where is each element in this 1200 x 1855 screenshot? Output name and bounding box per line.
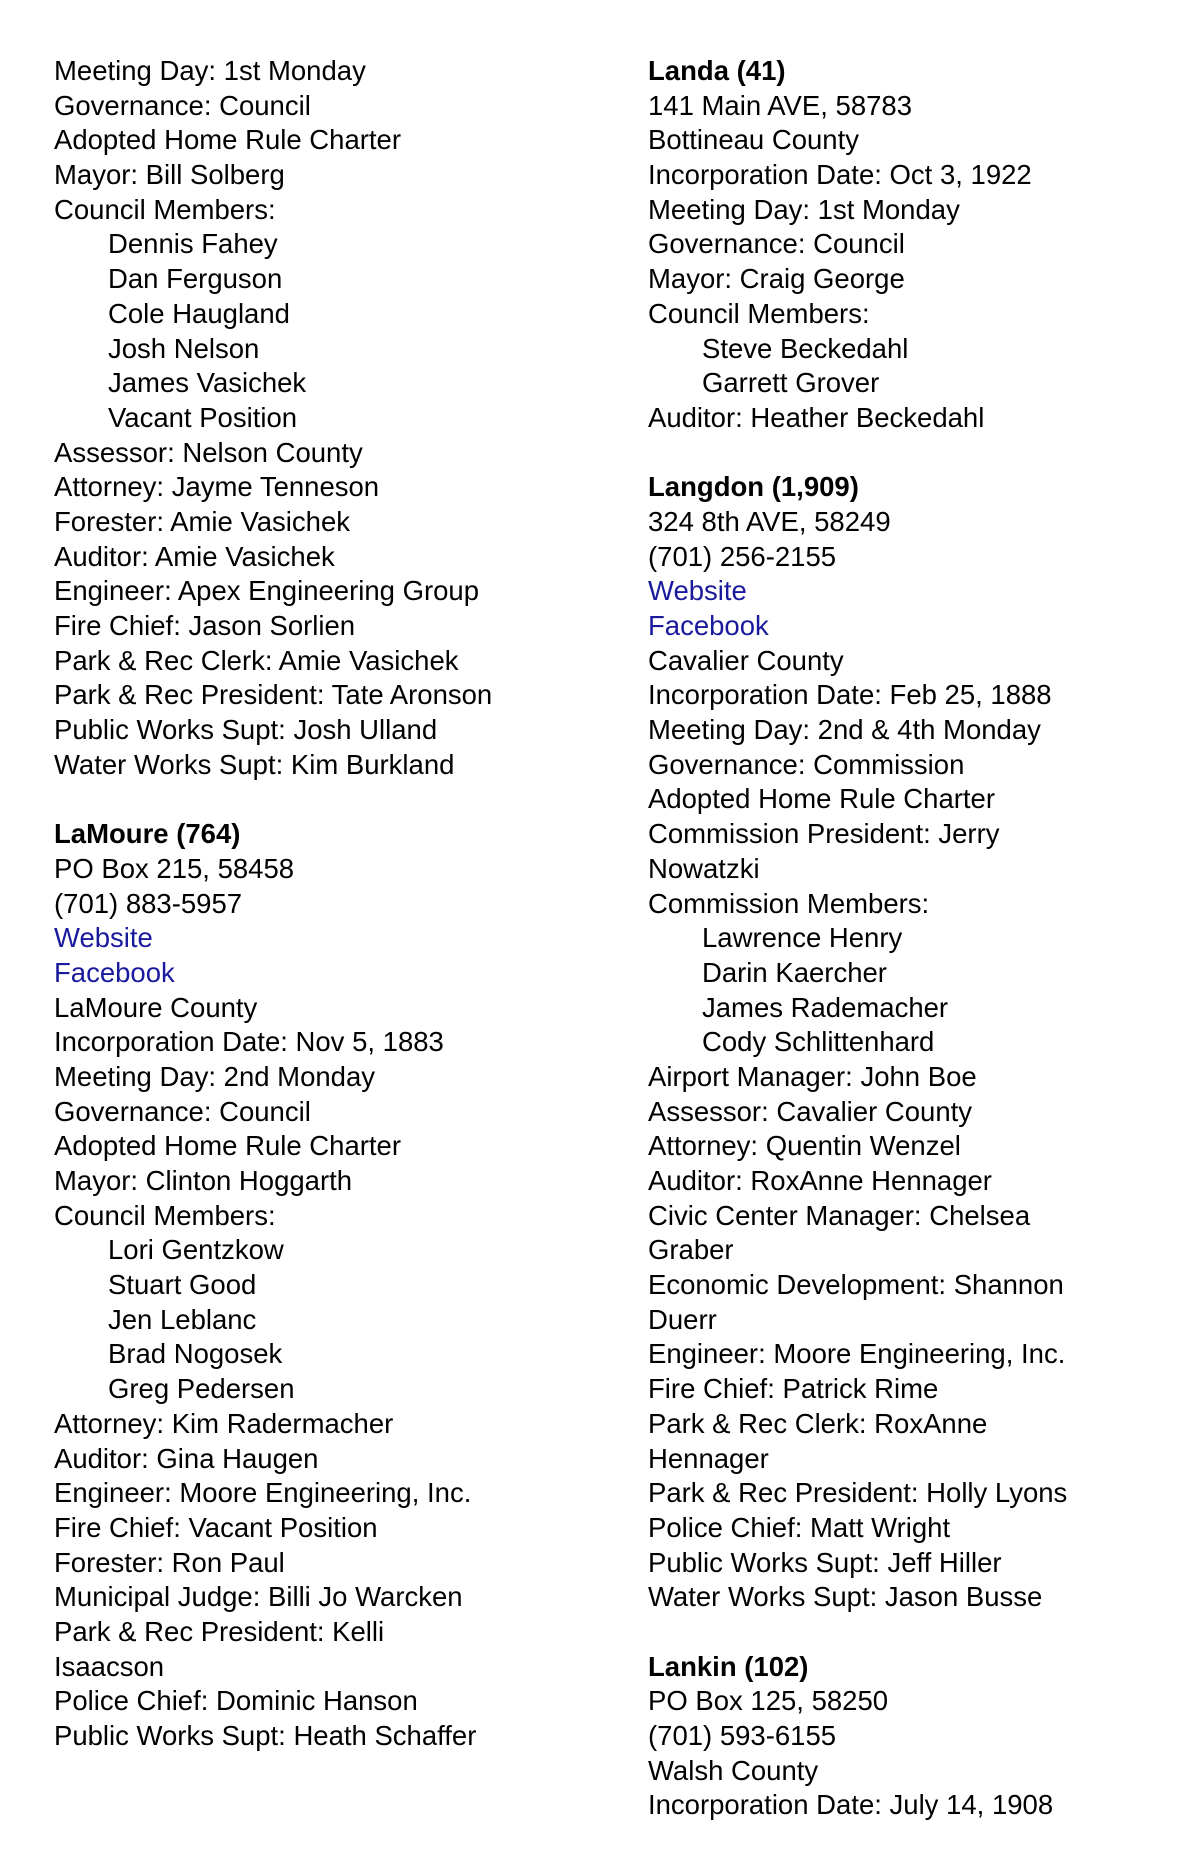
info-line: 141 Main AVE, 58783: [648, 89, 912, 121]
city-heading-lankin-102: Lankin (102): [648, 1650, 809, 1682]
info-line: Bottineau County: [648, 124, 859, 156]
info-line: Adopted Home Rule Charter: [648, 783, 995, 815]
info-line: Fire Chief: Jason Sorlien: [54, 610, 356, 641]
info-line: Cavalier County: [648, 644, 844, 676]
info-line: Fire Chief: Vacant Position: [54, 1511, 378, 1543]
info-line: Economic Development: Shannon: [648, 1269, 1064, 1301]
info-line: Commission Members:: [648, 887, 930, 919]
info-line: Mayor: Craig George: [648, 263, 905, 295]
info-line: Meeting Day: 1st Monday: [54, 55, 366, 86]
info-line: Public Works Supt: Heath Schaffer: [54, 1720, 477, 1751]
info-line: Adopted Home Rule Charter: [54, 1130, 401, 1162]
member-name: James Rademacher: [702, 991, 949, 1023]
info-line: Walsh County: [648, 1754, 819, 1786]
info-line: Civic Center Manager: Chelsea: [648, 1199, 1031, 1231]
info-line: Meeting Day: 1st Monday: [648, 193, 960, 225]
info-line: Nowatzki: [648, 852, 760, 884]
info-line: Hennager: [648, 1442, 769, 1474]
city-heading-lamoure-764: LaMoure (764): [54, 818, 241, 850]
info-line: Governance: Commission: [648, 748, 965, 780]
member-name: Josh Nelson: [108, 332, 260, 364]
info-line: PO Box 125, 58250: [648, 1685, 889, 1717]
info-line: LaMoure County: [54, 991, 258, 1023]
website-link[interactable]: Website: [648, 575, 747, 607]
city-heading-landa-41: Landa (41): [648, 55, 786, 86]
info-line: Park & Rec President: Holly Lyons: [648, 1477, 1068, 1509]
info-line: Incorporation Date: Nov 5, 1883: [54, 1026, 444, 1058]
info-line: Incorporation Date: Oct 3, 1922: [648, 159, 1032, 191]
member-name: Greg Pedersen: [108, 1373, 295, 1405]
member-name: Steve Beckedahl: [702, 332, 909, 364]
info-line: Public Works Supt: Jeff Hiller: [648, 1546, 1002, 1578]
blank-line: [648, 436, 1168, 471]
info-line: (701) 883-5957: [54, 887, 243, 919]
city-heading-langdon-1-909: Langdon (1,909): [648, 471, 859, 503]
info-line: PO Box 215, 58458: [54, 852, 295, 884]
info-line: Incorporation Date: Feb 25, 1888: [648, 679, 1052, 711]
info-line: Assessor: Nelson County: [54, 436, 363, 468]
info-line: Park & Rec President: Kelli: [54, 1615, 385, 1647]
info-line: Graber: [648, 1234, 734, 1266]
member-name: Dan Ferguson: [108, 263, 283, 295]
info-line: Police Chief: Matt Wright: [648, 1511, 951, 1543]
member-name: Stuart Good: [108, 1269, 257, 1301]
info-line: Mayor: Clinton Hoggarth: [54, 1165, 353, 1196]
info-line: Governance: Council: [54, 89, 311, 121]
info-line: Engineer: Moore Engineering, Inc.: [648, 1338, 1066, 1370]
member-name: Lori Gentzkow: [108, 1234, 284, 1266]
info-line: Meeting Day: 2nd Monday: [54, 1060, 376, 1092]
info-line: Auditor: Gina Haugen: [54, 1442, 319, 1474]
member-name: James Vasichek: [108, 367, 307, 399]
info-line: Park & Rec Clerk: RoxAnne: [648, 1407, 988, 1439]
info-line: Attorney: Jayme Tenneson: [54, 471, 380, 503]
member-name: Darin Kaercher: [702, 956, 887, 988]
info-line: (701) 593-6155: [648, 1720, 837, 1751]
info-line: Fire Chief: Patrick Rime: [648, 1373, 939, 1405]
info-line: Engineer: Moore Engineering, Inc.: [54, 1477, 472, 1509]
blank-line: [54, 782, 574, 817]
member-name: Garrett Grover: [702, 367, 880, 399]
info-line: Public Works Supt: Josh Ulland: [54, 714, 438, 746]
info-line: Mayor: Bill Solberg: [54, 159, 285, 191]
info-line: Isaacson: [54, 1650, 165, 1682]
info-line: Auditor: Amie Vasichek: [54, 540, 335, 572]
info-line: Duerr: [648, 1303, 717, 1335]
member-name: Lawrence Henry: [702, 922, 903, 954]
member-name: Brad Nogosek: [108, 1338, 283, 1370]
info-line: Meeting Day: 2nd & 4th Monday: [648, 714, 1041, 746]
info-line: Attorney: Quentin Wenzel: [648, 1130, 961, 1162]
blank-line: [648, 1615, 1168, 1650]
info-line: (701) 256-2155: [648, 540, 837, 572]
info-line: Forester: Amie Vasichek: [54, 505, 350, 537]
info-line: Airport Manager: John Boe: [648, 1060, 977, 1092]
member-name: Vacant Position: [108, 401, 298, 433]
info-line: Park & Rec Clerk: Amie Vasichek: [54, 644, 459, 676]
member-name: Jen Leblanc: [108, 1303, 257, 1335]
info-line: Council Members:: [648, 297, 870, 329]
right-column: [648, 54, 1168, 1823]
info-line: Incorporation Date: July 14, 1908: [648, 1789, 1054, 1821]
facebook-link[interactable]: Facebook: [54, 956, 175, 988]
member-name: Cody Schlittenhard: [702, 1026, 935, 1058]
info-line: Water Works Supt: Kim Burkland: [54, 748, 455, 780]
info-line: Council Members:: [54, 193, 276, 225]
info-line: Commission President: Jerry: [648, 818, 1000, 850]
member-name: Cole Haugland: [108, 297, 290, 329]
info-line: Auditor: Heather Beckedahl: [648, 401, 985, 433]
website-link[interactable]: Website: [54, 922, 153, 954]
info-line: Police Chief: Dominic Hanson: [54, 1685, 418, 1717]
info-line: 324 8th AVE, 58249: [648, 505, 891, 537]
info-line: Council Members:: [54, 1199, 276, 1231]
left-column: [54, 54, 574, 1754]
info-line: Adopted Home Rule Charter: [54, 124, 401, 156]
info-line: Water Works Supt: Jason Busse: [648, 1581, 1043, 1613]
facebook-link[interactable]: Facebook: [648, 610, 769, 641]
info-line: Governance: Council: [648, 228, 905, 260]
info-line: Park & Rec President: Tate Aronson: [54, 679, 493, 711]
member-name: Dennis Fahey: [108, 228, 278, 260]
info-line: Forester: Ron Paul: [54, 1546, 285, 1578]
info-line: Governance: Council: [54, 1095, 311, 1127]
info-line: Assessor: Cavalier County: [648, 1095, 973, 1127]
info-line: Auditor: RoxAnne Hennager: [648, 1165, 992, 1196]
info-line: Municipal Judge: Billi Jo Warcken: [54, 1581, 463, 1613]
info-line: Attorney: Kim Radermacher: [54, 1407, 394, 1439]
info-line: Engineer: Apex Engineering Group: [54, 575, 480, 607]
